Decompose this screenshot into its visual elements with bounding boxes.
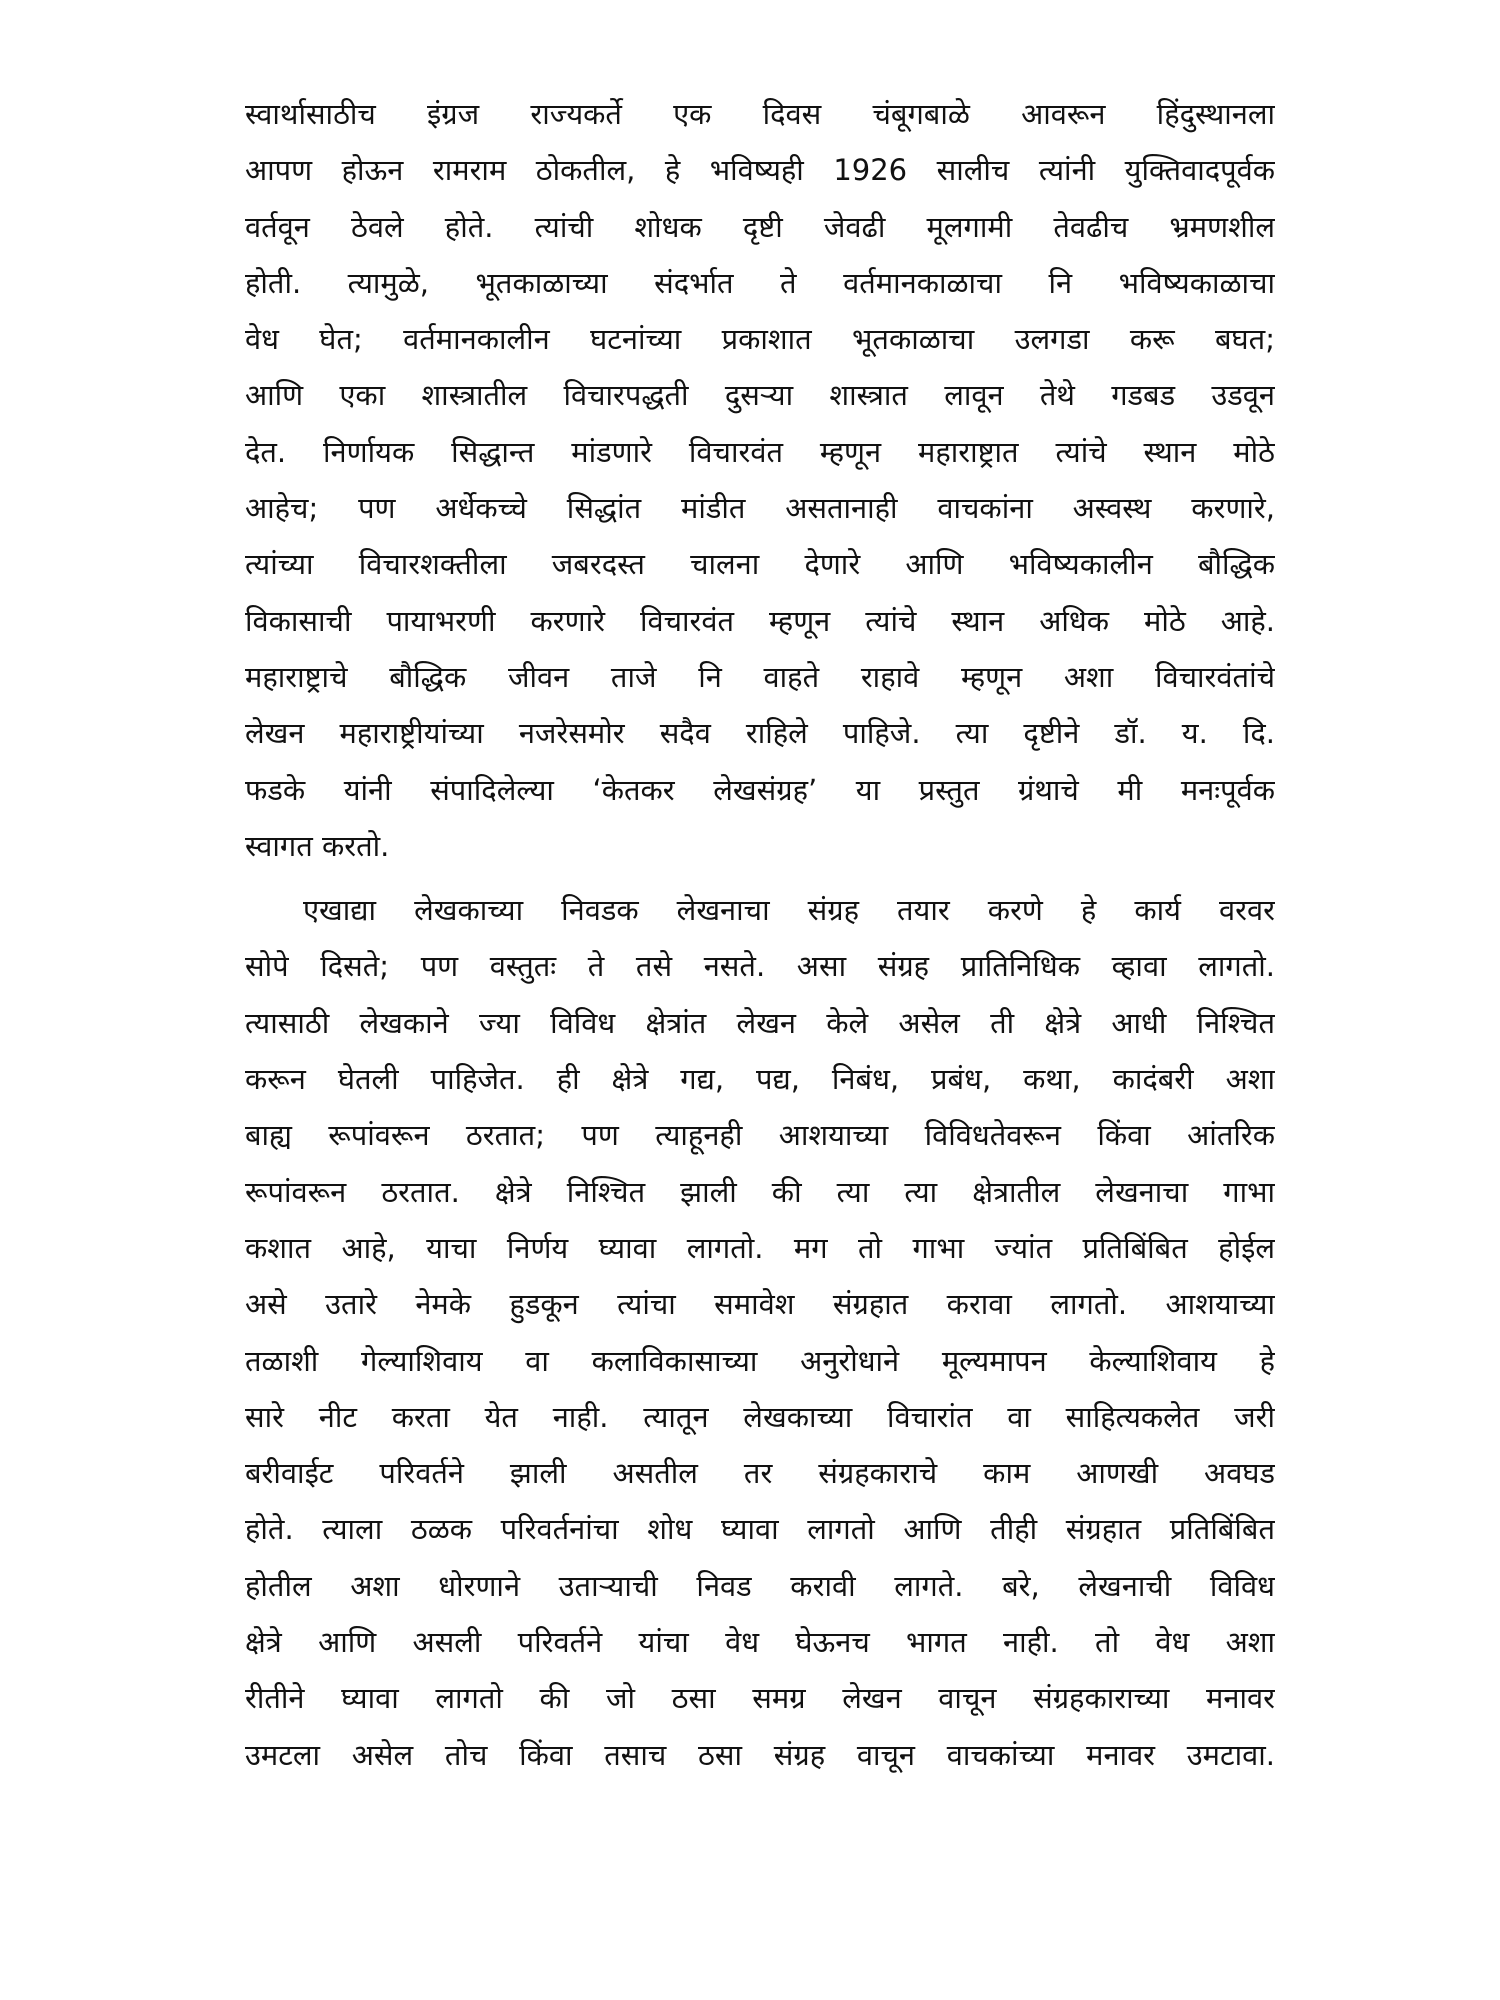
paragraph-line: विकासाची पायाभरणी करणारे विचारवंत म्हणून त्यांचे स्थान अधिक मोठे आहे. [245,603,1275,638]
paragraph-line: देत. निर्णायक सिद्धान्त मांडणारे विचारवंत म्हणून महाराष्ट्रात त्यांचे स्थान मोठे [245,434,1275,469]
paragraph-line: आहेच; पण अर्धेकच्चे सिद्धांत मांडीत असतानाही वाचकांना अस्वस्थ करणारे, [245,491,1275,526]
paragraph-line: करून घेतली पाहिजेत. ही क्षेत्रे गद्य, पद्य, निबंध, प्रबंध, कथा, कादंबरी अशा [245,1062,1275,1097]
paragraph-spacer [245,874,1275,882]
paragraph-line: होती. त्यामुळे, भूतकाळाच्या संदर्भात ते वर्तमानकाळाचा नि भविष्यकाळाचा [245,265,1275,300]
paragraph-line: वर्तवून ठेवले होते. त्यांची शोधक दृष्टी जेवढी मूलगामी तेवढीच भ्रमणशील [245,209,1275,244]
paragraph-line: आणि एका शास्त्रातील विचारपद्धती दुसऱ्या शास्त्रात लावून तेथे गडबड उडवून [245,378,1275,413]
paragraph-1 [245,86,1275,874]
paragraph-line: लेखन महाराष्ट्रीयांच्या नजरेसमोर सदैव राहिले पाहिजे. त्या दृष्टीने डॉ. य. दि. [245,716,1275,751]
paragraph-line: सारे नीट करता येत नाही. त्यातून लेखकाच्या विचारांत वा साहित्यकलेत जरी [245,1399,1275,1434]
paragraph-line: सोपे दिसते; पण वस्तुतः ते तसे नसते. असा संग्रह प्रातिनिधिक व्हावा लागतो. [245,949,1275,984]
paragraph-line: बाह्य रूपांवरून ठरतात; पण त्याहूनही आशयाच्या विविधतेवरून किंवा आंतरिक [245,1118,1275,1153]
paragraph-line: बरीवाईट परिवर्तने झाली असतील तर संग्रहकाराचे काम आणखी अवघड [245,1456,1275,1491]
paragraph-line: होते. त्याला ठळक परिवर्तनांचा शोध घ्यावा लागतो आणि तीही संग्रहात प्रतिबिंबित [245,1512,1275,1547]
paragraph-line: त्यांच्या विचारशक्तीला जबरदस्त चालना देणारे आणि भविष्यकालीन बौद्धिक [245,547,1275,582]
paragraph-line: एखाद्या लेखकाच्या निवडक लेखनाचा संग्रह तयार करणे हे कार्य वरवर [303,893,1275,928]
paragraph-2 [245,882,1275,1783]
paragraph-line: रूपांवरून ठरतात. क्षेत्रे निश्चित झाली की त्या त्या क्षेत्रातील लेखनाचा गाभा [245,1174,1275,1209]
paragraph-line: उमटला असेल तोच किंवा तसाच ठसा संग्रह वाचून वाचकांच्या मनावर उमटावा. [245,1737,1275,1772]
paragraph-line: फडके यांनी संपादिलेल्या ‘केतकर लेखसंग्रह’ या प्रस्तुत ग्रंथाचे मी मनःपूर्वक [245,772,1275,807]
paragraph-line: क्षेत्रे आणि असली परिवर्तने यांचा वेध घेऊनच भागत नाही. तो वेध अशा [245,1625,1275,1660]
body-text [245,86,1275,1783]
paragraph-line: स्वार्थासाठीच इंग्रज राज्यकर्ते एक दिवस चंबूगबाळे आवरून हिंदुस्थानला [245,97,1275,131]
paragraph-line: त्यासाठी लेखकाने ज्या विविध क्षेत्रांत लेखन केले असेल ती क्षेत्रे आधी निश्चित [245,1005,1275,1040]
paragraph-line: रीतीने घ्यावा लागतो की जो ठसा समग्र लेखन वाचून संग्रहकाराच्या मनावर [245,1681,1275,1716]
paragraph-line: वेध घेत; वर्तमानकालीन घटनांच्या प्रकाशात भूतकाळाचा उलगडा करू बघत; [245,322,1275,357]
paragraph-line: होतील अशा धोरणाने उताऱ्याची निवड करावी लागते. बरे, लेखनाची विविध [245,1568,1275,1603]
paragraph-line: स्वागत करतो. [245,828,390,863]
paragraph-line: आपण होऊन रामराम ठोकतील, हे भविष्यही 1926 सालीच त्यांनी युक्तिवादपूर्वक [245,153,1275,188]
paragraph-line: तळाशी गेल्याशिवाय वा कलाविकासाच्या अनुरोधाने मूल्यमापन केल्याशिवाय हे [245,1343,1275,1378]
paragraph-line: महाराष्ट्राचे बौद्धिक जीवन ताजे नि वाहते राहावे म्हणून अशा विचारवंतांचे [245,659,1275,694]
paragraph-line: असे उतारे नेमके हुडकून त्यांचा समावेश संग्रहात करावा लागतो. आशयाच्या [245,1287,1275,1322]
paragraph-line: कशात आहे, याचा निर्णय घ्यावा लागतो. मग तो गाभा ज्यांत प्रतिबिंबित होईल [245,1230,1275,1265]
